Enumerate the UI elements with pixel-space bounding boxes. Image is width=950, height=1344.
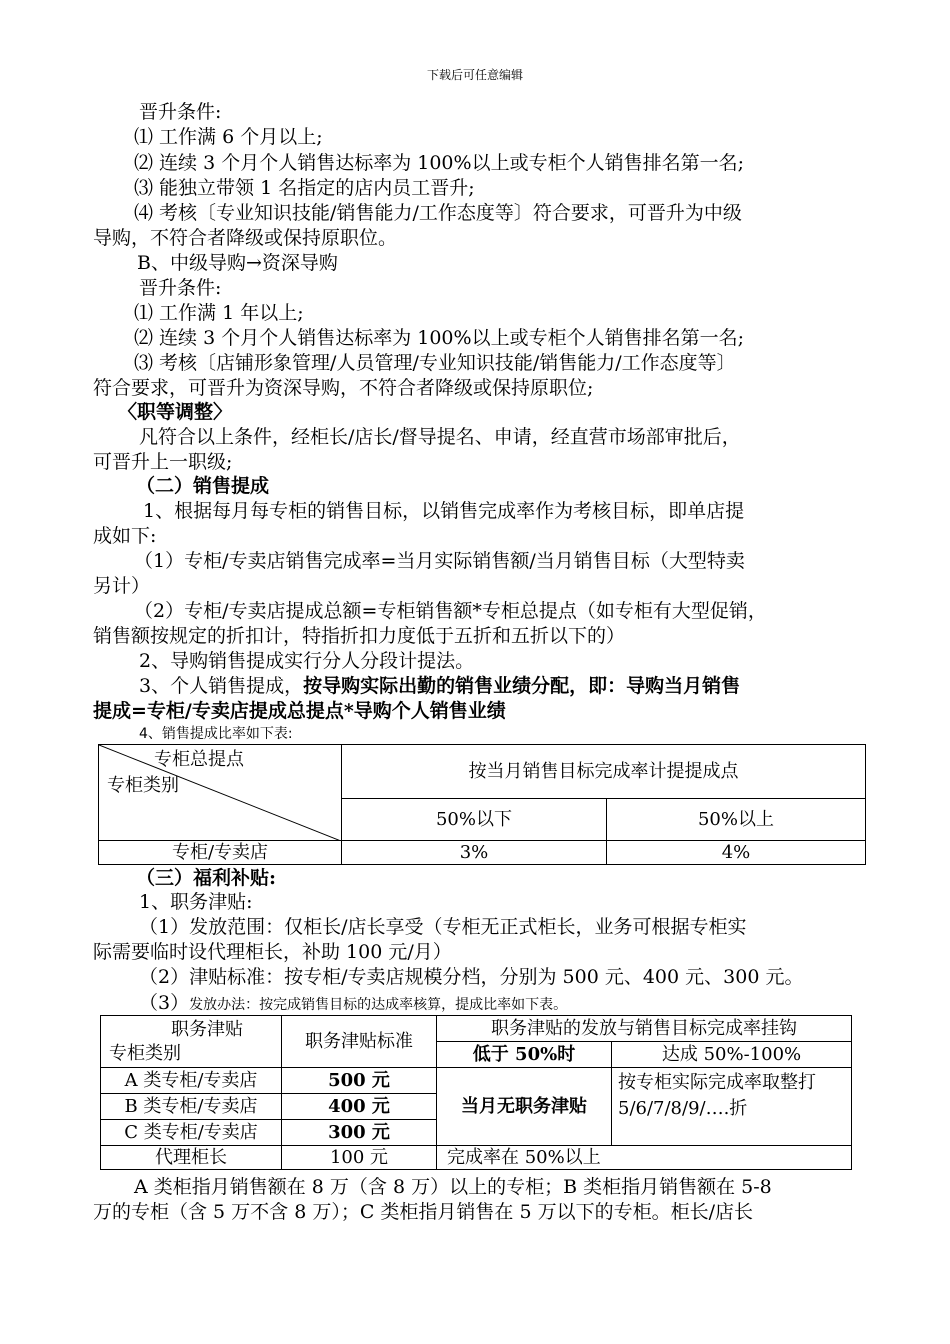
text-span: （3） <box>139 992 190 1014</box>
text-line: ⑴ 工作满 6 个月以上; <box>134 126 323 148</box>
commission-rate-table <box>98 744 866 865</box>
text-line: 万的专柜（含 5 万不含 8 万）；C 类柜指月销售在 5 万以下的专柜。柜长/店长 <box>93 1201 753 1223</box>
diagonal-header-cell <box>99 745 342 841</box>
diagonal-top-label: 专柜总提点 <box>154 749 244 770</box>
text-line: （1）专柜/专卖店销售完成率=当月实际销售额/当月销售目标（大型特卖 <box>134 550 745 572</box>
text-line <box>139 991 567 1017</box>
text-line: （2）津贴标准：按专柜/专卖店规模分档，分别为 500 元、400 元、300 元。 <box>139 966 804 988</box>
text-line: ⑶ 考核〔店铺形象管理/人员管理/专业知识技能/销售能力/工作态度等〕 <box>134 352 736 374</box>
std-header: 职务津贴标准 <box>282 1016 437 1068</box>
value-above50: 4% <box>607 841 866 865</box>
value-below50: 3% <box>342 841 607 865</box>
text-line: ⑶ 能独立带领 1 名指定的店内员工晋升; <box>134 177 475 199</box>
text-line: ⑵ 连续 3 个月个人销售达标率为 100%以上或专柜个人销售排名第一名; <box>134 152 744 174</box>
row-label: B 类专柜/专卖店 <box>101 1094 282 1120</box>
text-line: 另计） <box>93 575 151 597</box>
text-line: ⑷ 考核〔专业知识技能/销售能力/工作态度等〕符合要求，可晋升为中级 <box>134 202 742 224</box>
text-line: 提成=专柜/专卖店提成总提点*导购个人销售业绩 <box>93 700 506 722</box>
last-row-note: 完成率在 50%以上 <box>437 1146 852 1170</box>
text-line: 可晋升上一职级; <box>93 451 233 473</box>
diagonal-header-cell <box>101 1016 282 1068</box>
section-heading: （二）销售提成 <box>136 475 270 497</box>
row-label: A 类专柜/专卖店 <box>101 1068 282 1094</box>
merged-50-100: 按专柜实际完成率取整打 5/6/7/8/9/….折 <box>612 1068 852 1146</box>
row-label: C 类专柜/专卖店 <box>101 1120 282 1146</box>
text-line: A 类柜指月销售额在 8 万（含 8 万）以上的专柜；B 类柜指月销售额在 5-8 <box>134 1176 772 1198</box>
allowance-table <box>100 1015 852 1170</box>
text-line: 符合要求，可晋升为资深导购，不符合者降级或保持原职位; <box>93 377 594 399</box>
text-span-small: 发放办法：按完成销售目标的达成率核算，提成比率如下表。 <box>189 997 568 1013</box>
diagonal-bottom-label: 专柜类别 <box>107 775 179 796</box>
page-header: 下载后可任意编辑 <box>426 68 523 82</box>
group-header: 职务津贴的发放与销售目标完成率挂钩 <box>437 1016 852 1042</box>
text-line: 晋升条件: <box>139 101 222 123</box>
text-line: ⑴ 工作满 1 年以上; <box>134 302 304 324</box>
text-line: 2、导购销售提成实行分人分段计提法。 <box>139 650 475 672</box>
text-line: 成如下: <box>93 525 157 547</box>
text-line: 导购，不符合者降级或保持原职位。 <box>93 227 398 249</box>
text-line: 晋升条件: <box>139 277 222 299</box>
row-label: 代理柜长 <box>101 1146 282 1170</box>
sub-header-below50: 低于 50%时 <box>437 1042 612 1068</box>
text-line: 凡符合以上条件，经柜长/店长/督导提名、申请，经直营市场部审批后， <box>139 426 741 448</box>
row-std: 100 元 <box>282 1146 437 1170</box>
text-line: （1）发放范围：仅柜长/店长享受（专柜无正式柜长，业务可根据专柜实 <box>139 916 747 938</box>
text-line: 1、根据每月每专柜的销售目标，以销售完成率作为考核目标，即单店提 <box>143 500 745 522</box>
col-header-above50: 50%以上 <box>607 799 866 841</box>
text-line: 销售额按规定的折扣计，特指折扣力度低于五折和五折以下的） <box>93 625 626 647</box>
text-line: B、中级导购→资深导购 <box>137 252 338 274</box>
section-heading: （三）福利补贴: <box>136 867 277 889</box>
row-std: 300 元 <box>282 1120 437 1146</box>
text-line: 际需要临时设代理柜长，补助 100 元/月） <box>93 941 452 963</box>
text-line: ⑵ 连续 3 个月个人销售达标率为 100%以上或专柜个人销售排名第一名; <box>134 327 744 349</box>
section-heading: 〈职等调整〉 <box>118 401 233 423</box>
text-line <box>139 674 740 698</box>
row-label: 专柜/专卖店 <box>99 841 342 865</box>
diagonal-top-label: 职务津贴 <box>171 1019 243 1040</box>
group-header: 按当月销售目标完成率计提提成点 <box>342 745 866 799</box>
sub-header-50-100: 达成 50%-100% <box>612 1042 852 1068</box>
text-span: 3、个人销售提成， <box>139 675 304 697</box>
diagonal-bottom-label: 专柜类别 <box>109 1043 181 1064</box>
text-line: 4、销售提成比率如下表: <box>139 726 293 742</box>
text-line: （2）专柜/专卖店提成总额=专柜销售额*专柜总提点（如专柜有大型促销， <box>134 600 767 622</box>
row-std: 400 元 <box>282 1094 437 1120</box>
row-std: 500 元 <box>282 1068 437 1094</box>
text-line: 1、职务津贴: <box>139 891 253 913</box>
bold-span: 按导购实际出勤的销售业绩分配，即：导购当月销售 <box>303 675 741 697</box>
merged-below50: 当月无职务津贴 <box>437 1068 612 1146</box>
col-header-below50: 50%以下 <box>342 799 607 841</box>
